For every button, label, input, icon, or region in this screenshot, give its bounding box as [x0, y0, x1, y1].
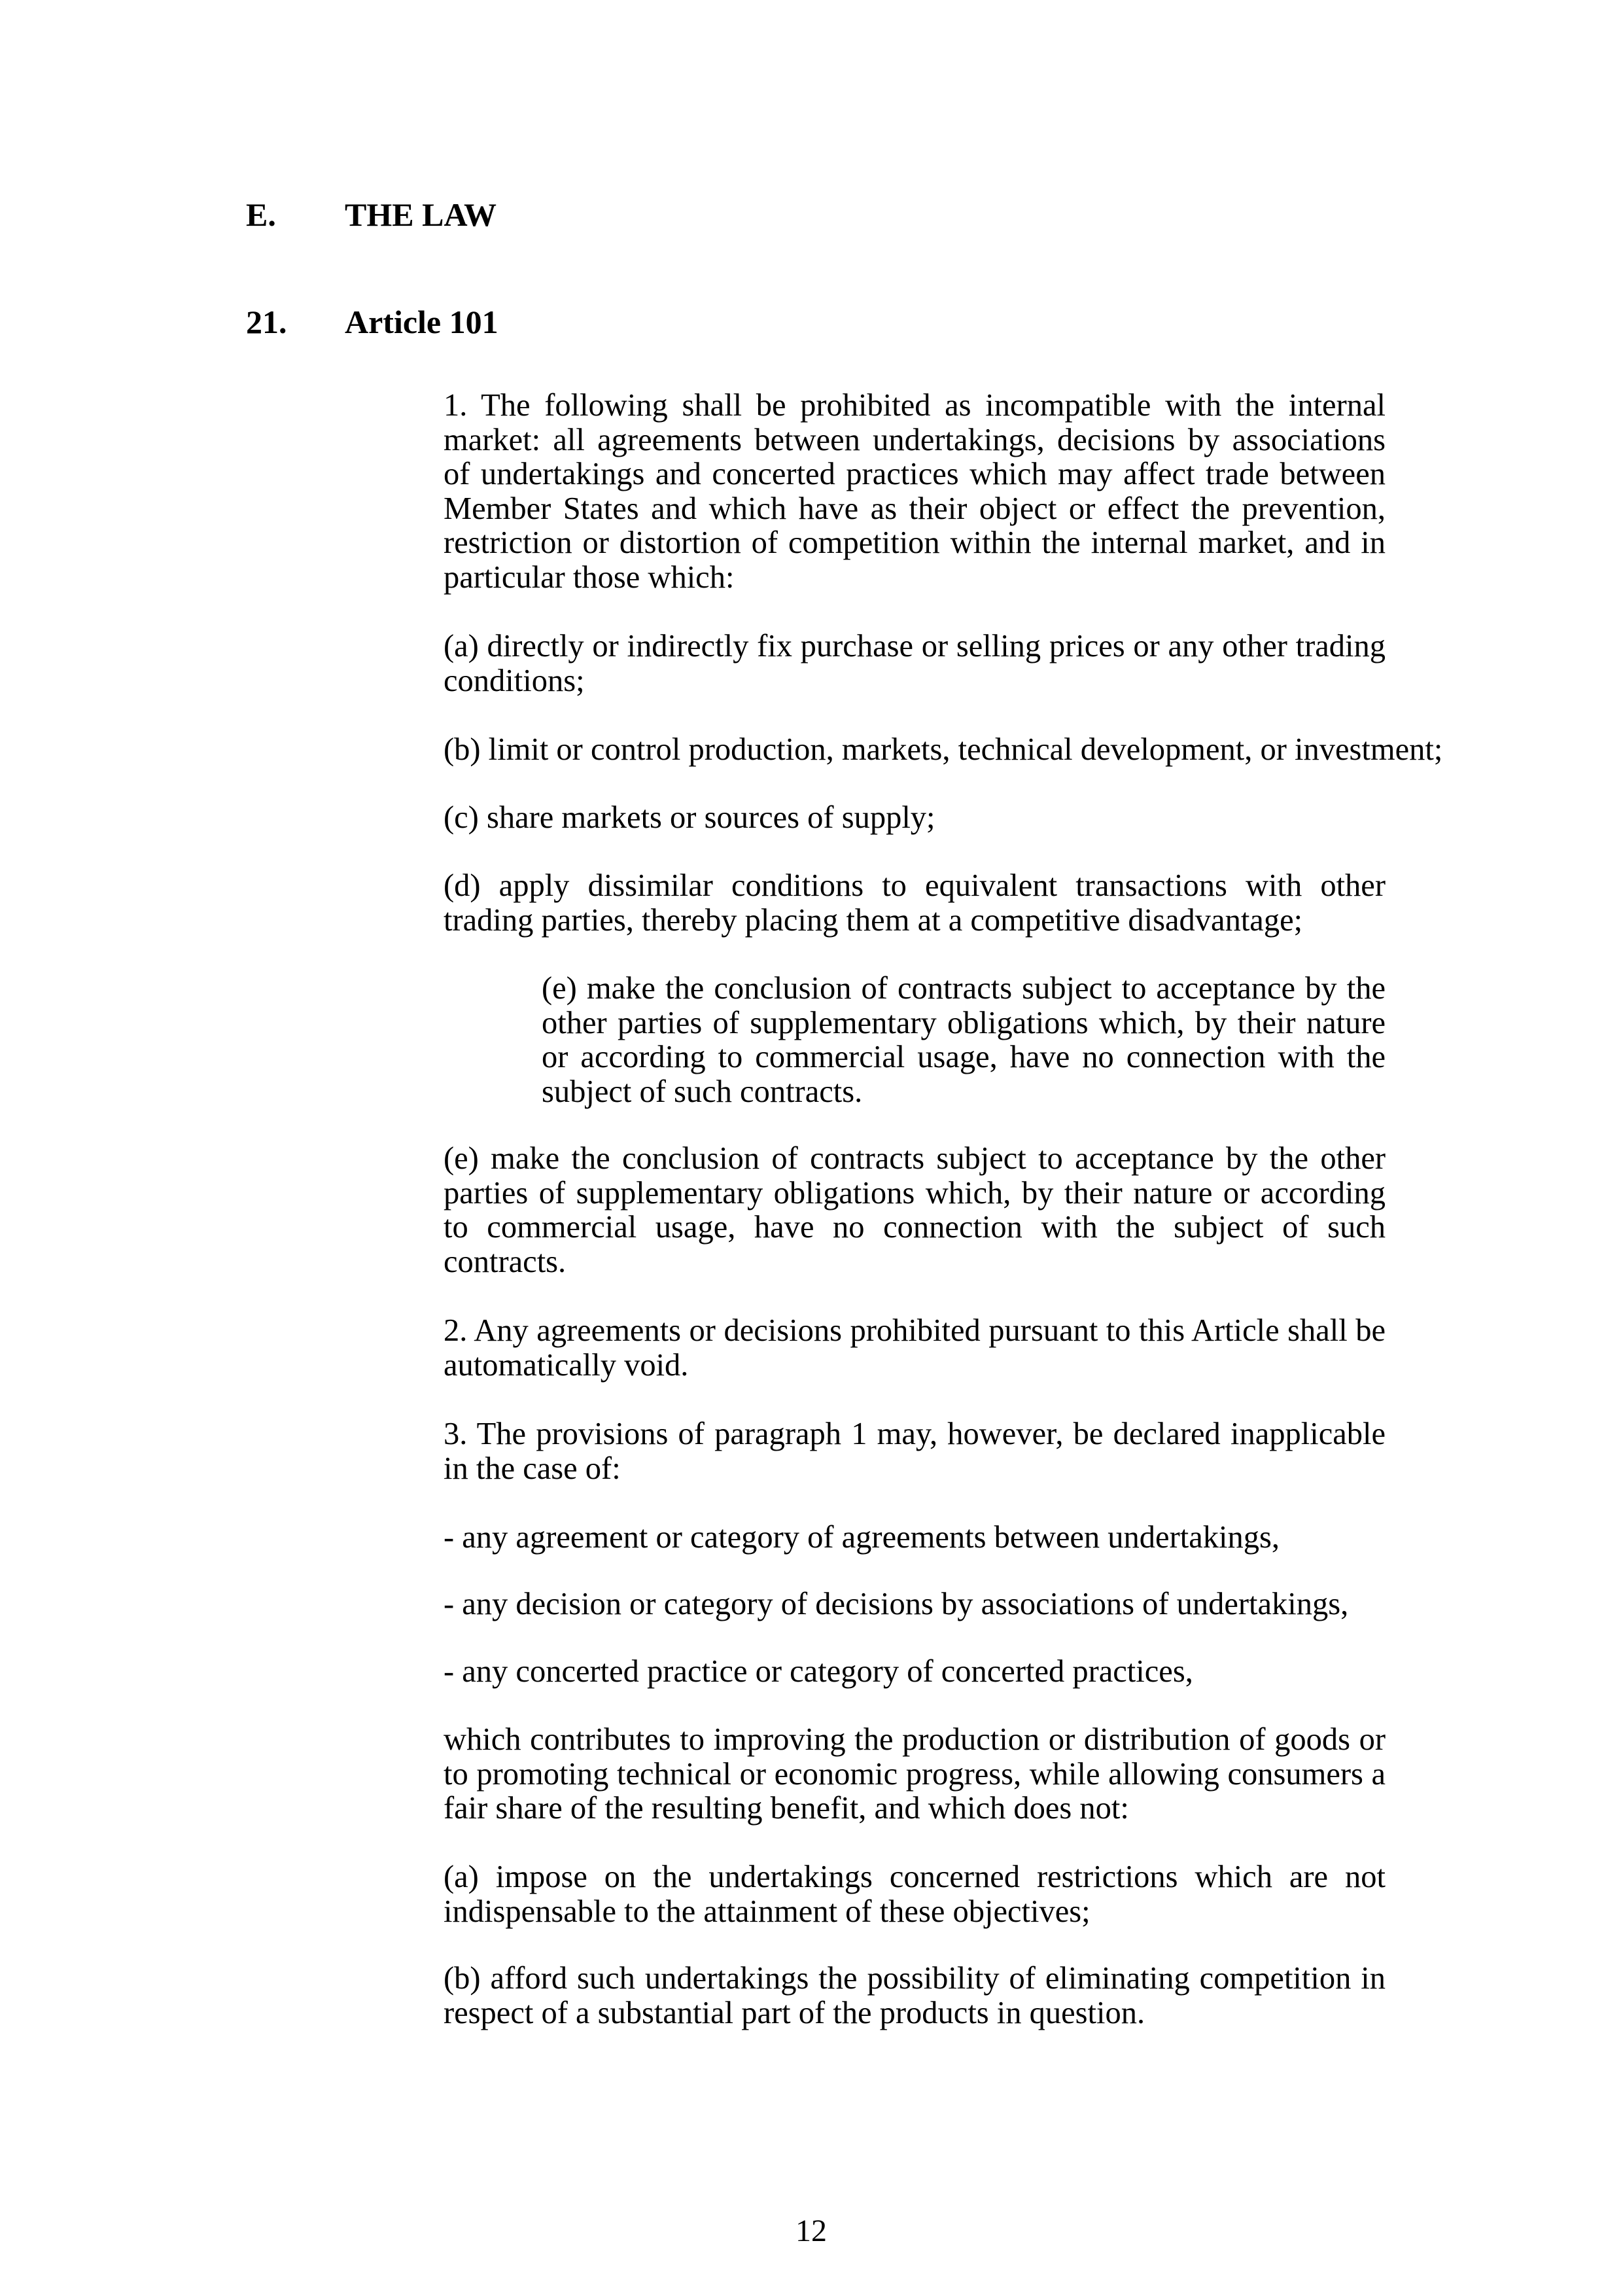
condition-b-competition: (b) afford such undertakings the possibility of eliminating competition in respect of a substantial part of the products in question. — [444, 1961, 1386, 2030]
paragraph-conditions: which contributes to improving the production or distribution of goods or to promoting technical or economic progress, while allowing consumers a fair share of the resulting benefit, and which does not: — [444, 1722, 1386, 1826]
section-label: E. — [246, 196, 276, 233]
item-a-prices: (a) directly or indirectly fix purchase or selling prices or any other trading conditions; — [444, 629, 1386, 698]
dash-item-decisions: - any decision or category of decisions by associations of undertakings, — [444, 1587, 1349, 1621]
article-number: 21. — [246, 304, 287, 340]
item-e-contracts: (e) make the conclusion of contracts subject to acceptance by the other parties of supplementary obligations which, by their nature or according to commercial usage, have no connection with the subject of such contracts. — [444, 1141, 1386, 1279]
paragraph-3: 3. The provisions of paragraph 1 may, however, be declared inapplicable in the case of: — [444, 1417, 1386, 1486]
paragraph-2: 2. Any agreements or decisions prohibited pursuant to this Article shall be automatically void. — [444, 1313, 1386, 1383]
section-title: THE LAW — [345, 196, 497, 233]
page-number: 12 — [795, 2214, 827, 2248]
item-e-indented: (e) make the conclusion of contracts subject to acceptance by the other parties of supplementary obligations which, by their nature or according to commercial usage, have no connection with the subject of such contracts. — [542, 971, 1386, 1109]
paragraph-1: 1. The following shall be prohibited as incompatible with the internal market: all agreements between undertakings, decisions by associations of undertakings and concerted practices which may affect trade between Member States and which have as their object or effect the prevention, restriction or distortion of competition within the internal market, and in particular those which: — [444, 388, 1386, 595]
article-title: Article 101 — [345, 304, 498, 340]
condition-a-restrictions: (a) impose on the undertakings concerned restrictions which are not indispensable to the attainment of these objectives; — [444, 1860, 1386, 1929]
item-b-production: (b) limit or control production, markets, technical development, or investment; — [444, 732, 1443, 767]
dash-item-practices: - any concerted practice or category of concerted practices, — [444, 1654, 1193, 1689]
dash-item-agreements: - any agreement or category of agreements between undertakings, — [444, 1520, 1280, 1555]
item-c-markets: (c) share markets or sources of supply; — [444, 800, 935, 835]
item-d-dissimilar-conditions: (d) apply dissimilar conditions to equivalent transactions with other trading parties, thereby placing them at a competitive disadvantage; — [444, 868, 1386, 938]
